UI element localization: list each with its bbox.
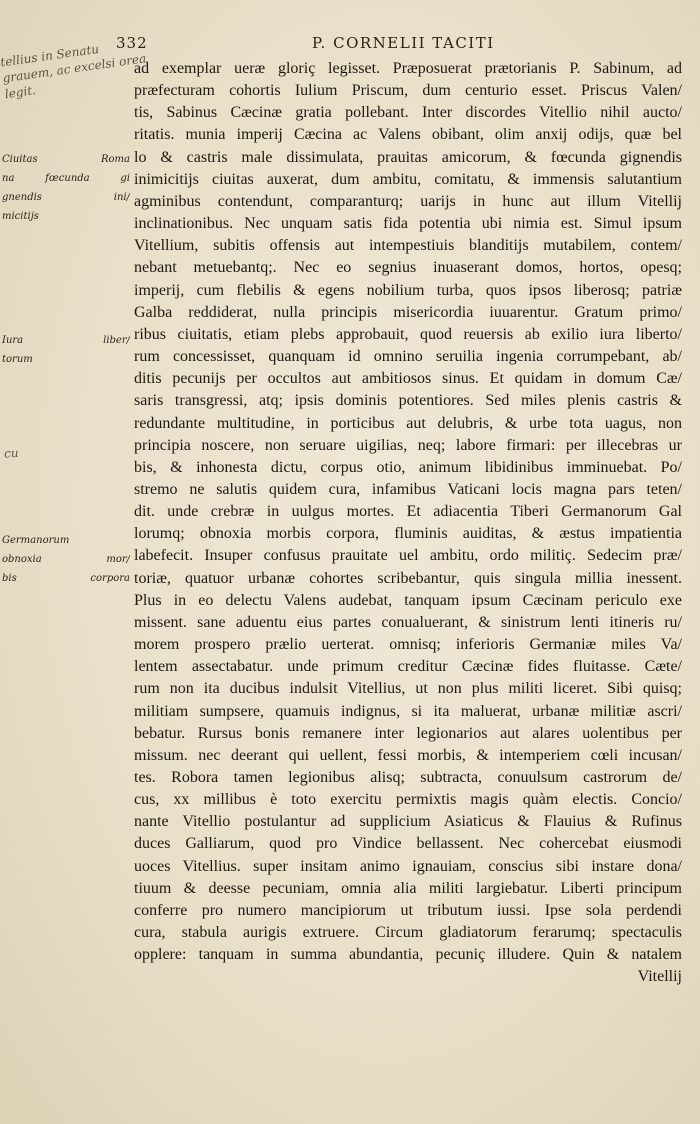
text-line: rum non ita ducibus indulsit Vitellius, ut non plus militi liceret. Sibi quisq; [134, 680, 682, 698]
text-line: nebant metuebantq;. Nec eo segnius inuaserant domos, hortos, opesq; [134, 259, 682, 277]
text-line: redundante multitudine, in porticibus aut delubris, & urbe tota uagus, non [134, 414, 682, 432]
text-line: conferre pro numero mancipiorum ut tributum iussi. Ipse sola perdendi [134, 901, 682, 919]
text-line: inclinationibus. Nec unquam satis fida potentia ubi nimia est. Simul ipsum [134, 215, 682, 233]
text-line: ditis pecunijs per occultos aut ambitiosos sinus. Et quidam in domum Cæ/ [134, 370, 682, 388]
marginal-line: torum [2, 354, 33, 365]
text-line: toriæ, quatuor urbanæ cohortes scribebantur, quis singula millia inessent. [134, 569, 682, 587]
text-line: missent. sane aduentu eius partes conualuerant, & sinistrum lenti itineris ru/ [134, 613, 682, 631]
text-line: præfecturam cohortis Iulium Priscum, dum centurio esset. Priscus Valen/ [134, 82, 682, 100]
text-line: militiam sumpsere, quamuis indignus, si ita maluerat, urbanæ militiæ ascri/ [134, 702, 682, 720]
handwritten-note-top: tellius in Senatu grauem, ac excelsi orea legit. [0, 41, 147, 102]
text-line: ribus ciuitatis, etiam plebs approbauit, quod reuersis ab exilio iura liberto/ [134, 325, 682, 343]
marginal-line: Ciuitas Roma [2, 154, 130, 165]
text-line: bis, & inhonesta dictu, corpus otio, animum libidinibus imminuebat. Po/ [134, 458, 682, 476]
text-line: imperij, cum flebilis & egens nobilium turba, quos ipsos liberosq; patriæ [134, 281, 682, 299]
text-line: lentem assectabatur. unde primum creditur Cæcinæ fides fluitasse. Cæte/ [134, 658, 682, 676]
marginal-line: gnendis ini/ [2, 192, 130, 203]
text-line: tes. Robora tamen legionibus alisq; subtracta, conuulsum castrorum de/ [134, 769, 682, 786]
text-line: nante Vitellio postulantur ad supplicium Asiaticus & Flauius & Rufinus [134, 813, 682, 831]
running-head: P. CORNELII TACITI [312, 34, 495, 52]
body-text [134, 58, 682, 989]
text-line: tis, Sabinus Cæcinæ gratia pollebant. Inter discordes Vitellio nihil aucto/ [134, 104, 682, 122]
text-line: missum. nec deerant qui uellent, fessi morbis, & intemperiem cœli incusan/ [134, 746, 682, 764]
text-line: uoces Vitellius. super insitam animo ignauiam, conscius sibi instare dona/ [134, 857, 682, 875]
marginal-line: Iura liber/ [2, 335, 130, 346]
marginal-line: micitijs [2, 211, 39, 222]
text-line: tiuum & deesse pecuniam, omnia alia militi largiebatur. Liberti principum [134, 879, 682, 897]
text-line: agminibus contendunt, comparanturq; uarijs in hunc aut illum Vitellij [134, 192, 682, 210]
text-line: lo & castris male dissimulata, prauitas amicorum, & fœcunda gignendis [134, 148, 682, 166]
text-line: Plus in eo delectu Valens audebat, tanquam ipsum Cæcinam periculo exe [134, 591, 682, 609]
marginal-note-ciuitas [2, 150, 130, 226]
text-line: saris transgressi, atq; ipsis dominis potentiores. Sed miles plenis castris & [134, 392, 682, 410]
text-line: cus, xx millibus è toto exercitu permixtis magis quàm electis. Concio/ [134, 791, 682, 809]
text-line: inimicitijs ciuitas auxerat, dum ambitu, comitatu, & immensis salutantium [134, 170, 682, 188]
page-number: 332 [116, 34, 148, 52]
text-line: ritatis. munia imperij Cæcina ac Valens obibant, olim anxij odijs, quæ bel [134, 126, 682, 144]
text-line: principia noscere, non seruare uigilias, neq; labore firmari: per illecebras ur [134, 436, 682, 454]
marginal-line: obnoxia mor/ [2, 554, 130, 565]
text-line: morem prospero prælio uerterat. omnisq; inferioris Germaniæ miles Va/ [134, 636, 682, 654]
text-line: rum concessisset, quanquam id omnino seruilia ingenia corrumpebant, ab/ [134, 348, 682, 366]
handwritten-note-middle: cu [3, 445, 19, 461]
text-line: ad exemplar ueræ gloriç legisset. Præposuerat prætorianis P. Sabinum, ad [134, 60, 682, 77]
text-line: opplere: tanquam in summa abundantia, pecuniç illudere. Quin & natalem [134, 946, 682, 964]
text-line: bebatur. Rursus bonis remanere inter legionarios aut alares uolentibus per [134, 724, 682, 742]
marginal-note-iura [2, 331, 130, 369]
marginal-line: bis corpora [2, 573, 130, 584]
marginal-line: na fœcunda gi [2, 173, 130, 184]
text-line: Galba reddiderat, nulla principis misericordia iuuarentur. Gratum primo/ [134, 303, 682, 321]
marginal-note-germanorum [2, 531, 130, 588]
text-line: stremo ne salutis quidem cura, infamibus Vaticani locis magna pars teten/ [134, 480, 682, 498]
text-line: Vitellij [637, 968, 682, 986]
text-line: duces Galliarum, quod pro Vindice bellassent. Nec cohercebat eiusmodi [134, 835, 682, 853]
text-line: Vitellium, subitis offensis aut intempestiuis blanditijs mutabilem, contem/ [134, 237, 682, 255]
text-line: dit. unde crebræ in uulgus mortes. Et adiacentia Tiberi Germanorum Gal [134, 503, 682, 521]
text-line: lorumq; obnoxia morbis corpora, fluminis auiditas, & æstus impatientia [134, 525, 682, 543]
marginal-line: Germanorum [2, 535, 70, 546]
text-line: labefecit. Insuper confusus prauitate uel ambitu, ordo militiç. Sedecim præ/ [134, 547, 682, 565]
text-line: cura, stabula aurigis extruere. Circum gladiatorum ferarumq; spectaculis [134, 924, 682, 942]
